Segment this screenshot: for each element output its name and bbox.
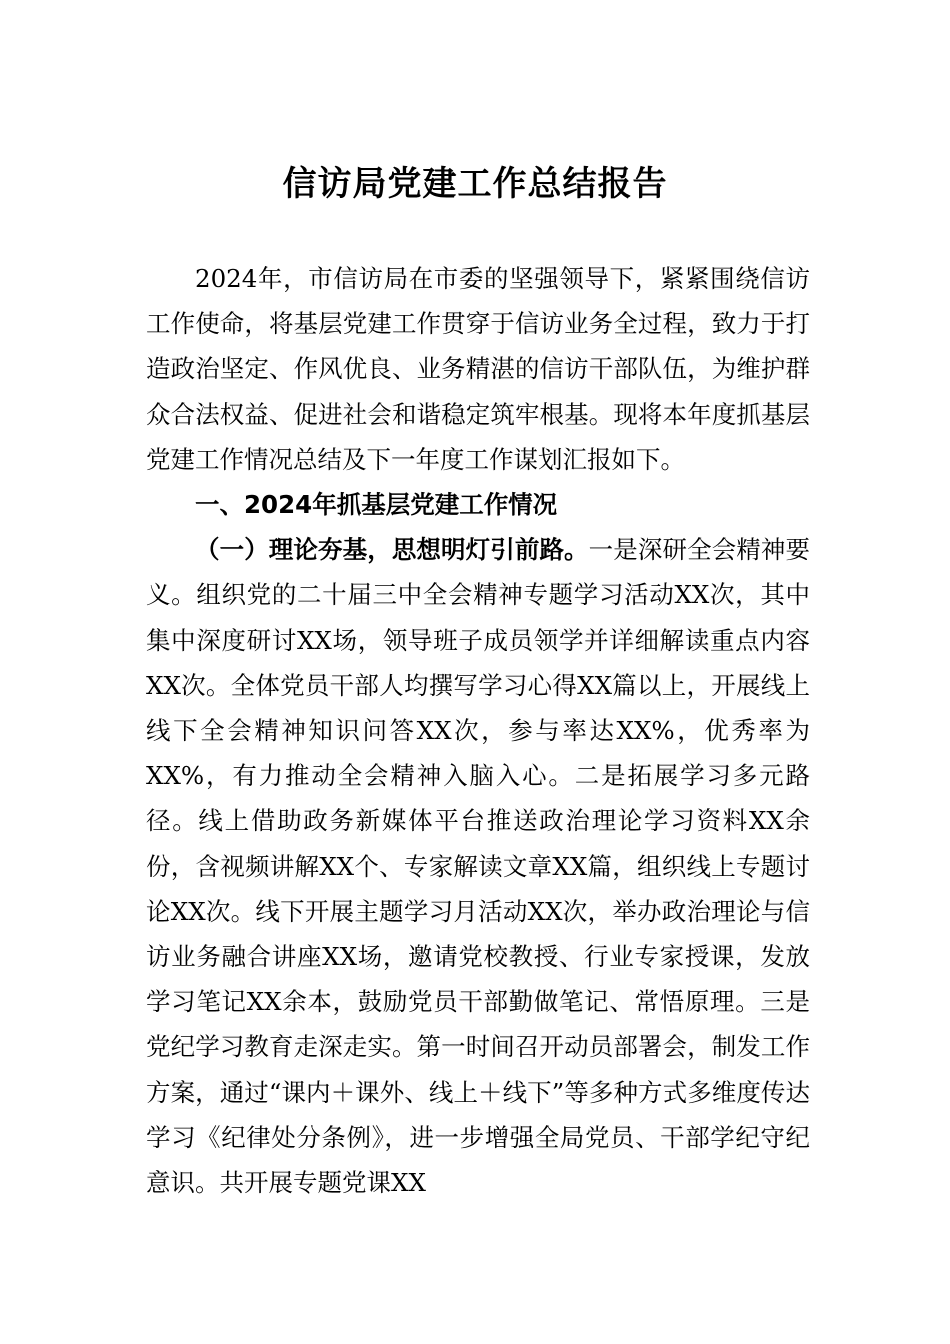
subsection-paragraph-1: [146, 527, 810, 1205]
document-title: 信访局党建工作总结报告: [282, 164, 668, 204]
subsection-text-1: 一是深研全会精神要义。组织党的二十届三中全会精神专题学习活动XX次，其中集中深度研讨XX场，领导班子成员领学并详细解读重点内容XX次。全体党员干部人均撰写学习心得XX篇以上，开展线上线下全会精神知识问答XX次，参与率达XX%，优秀率为XX%，有力推动全会精神入脑入心。二是拓展学习多元路径。线上借助政务新媒体平台推送政治理论学习资料XX余份，含视频讲解XX个、专家解读文章XX篇，组织线上专题讨论XX次。线下开展主题学习月活动XX次，举办政治理论与信访业务融合讲座XX场，邀请党校教授、行业专家授课，发放学习笔记XX余本，鼓励党员干部勤做笔记、常悟原理。三是党纪学习教育走深走实。第一时间召开动员部署会，制发工作方案，通过“课内＋课外、线上＋线下”等多种方式多维度传达学习《纪律处分条例》，进一步增强全局党员、干部学纪守纪意识。共开展专题党课XX: [146, 535, 811, 1198]
section-heading-1: 一、2024年抓基层党建工作情况: [195, 490, 558, 520]
document-body: [146, 256, 810, 1205]
intro-paragraph: 2024年，市信访局在市委的坚强领导下，紧紧围绕信访工作使命，将基层党建工作贯穿于信访业务全过程，致力于打造政治坚定、作风优良、业务精湛的信访干部队伍，为维护群众合法权益、促进社会和谐稳定筑牢根基。现将本年度抓基层党建工作情况总结及下一年度工作谋划汇报如下。: [146, 264, 810, 474]
subsection-heading-1: （一）理论夯基，思想明灯引前路。: [195, 535, 589, 565]
